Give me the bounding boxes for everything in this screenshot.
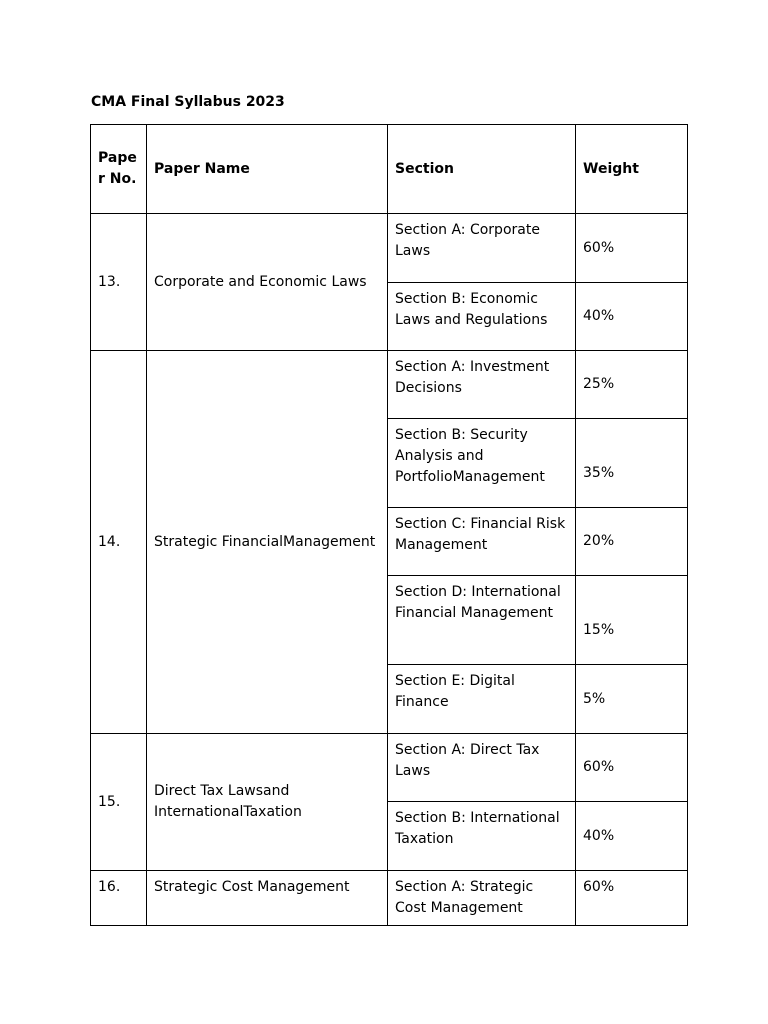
section-cell: Section E: Digital Finance (388, 665, 576, 734)
weight-cell: 5% (576, 665, 688, 734)
paper-no-cell: 13. (91, 214, 147, 351)
header-weight: Weight (576, 125, 688, 214)
section-cell: Section A: Investment Decisions (388, 351, 576, 419)
section-cell: Section A: Direct Tax Laws (388, 734, 576, 802)
syllabus-table (90, 124, 688, 926)
header-paper-no: Paper No. (91, 125, 147, 214)
table-row (91, 871, 688, 926)
table-row (91, 214, 688, 283)
section-cell: Section B: International Taxation (388, 802, 576, 871)
paper-no-cell: 16. (91, 871, 147, 926)
header-paper-name: Paper Name (147, 125, 388, 214)
document-title: CMA Final Syllabus 2023 (91, 94, 285, 110)
weight-cell: 25% (576, 351, 688, 419)
weight-cell: 20% (576, 508, 688, 576)
weight-cell: 40% (576, 283, 688, 351)
table-row (91, 351, 688, 419)
section-cell: Section D: International Financial Management (388, 576, 576, 665)
section-cell: Section B: Economic Laws and Regulations (388, 283, 576, 351)
header-section: Section (388, 125, 576, 214)
paper-no-cell: 15. (91, 734, 147, 871)
paper-name-cell: Direct Tax Lawsand InternationalTaxation (147, 734, 388, 871)
paper-name-cell: Corporate and Economic Laws (147, 214, 388, 351)
section-cell: Section B: Security Analysis and PortfolioManagement (388, 419, 576, 508)
weight-cell: 60% (576, 214, 688, 283)
paper-no-cell: 14. (91, 351, 147, 734)
weight-cell: 15% (576, 576, 688, 665)
table-row (91, 734, 688, 802)
section-cell: Section A: Corporate Laws (388, 214, 576, 283)
section-cell: Section A: Strategic Cost Management (388, 871, 576, 926)
weight-cell: 60% (576, 871, 688, 926)
weight-cell: 35% (576, 419, 688, 508)
weight-cell: 60% (576, 734, 688, 802)
paper-name-cell: Strategic Cost Management (147, 871, 388, 926)
paper-name-cell: Strategic FinancialManagement (147, 351, 388, 734)
weight-cell: 40% (576, 802, 688, 871)
section-cell: Section C: Financial Risk Management (388, 508, 576, 576)
table-header-row (91, 125, 688, 214)
